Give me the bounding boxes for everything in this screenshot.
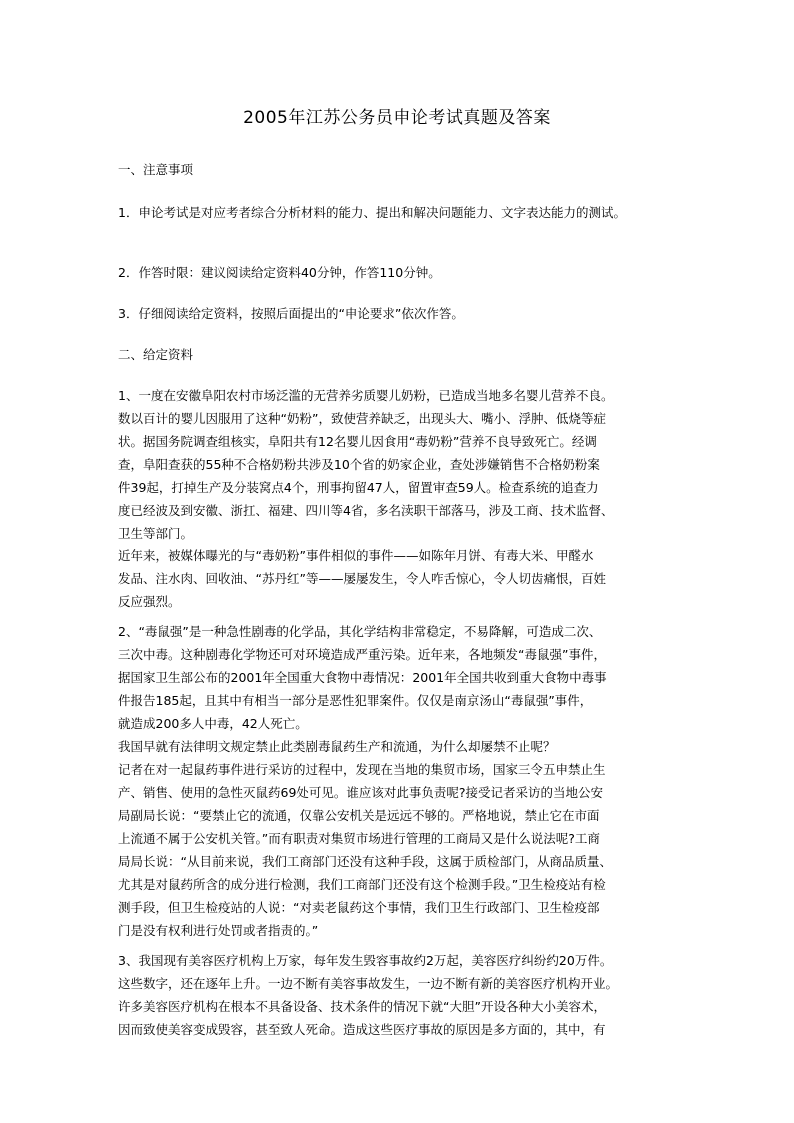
text-line: 件39起，打掉生产及分装窝点4个，刑事拘留47人，留置审查59人。检查系统的追查力: [118, 480, 599, 495]
text-line: 三次中毒。这种剧毒化学物还可对环境造成严重污染。近年来，各地频发“毒鼠强”事件，: [118, 647, 606, 662]
text-line: 1、一度在安徽阜阳农村市场泛滥的无营养劣质婴儿奶粉，已造成当地多名婴儿营养不良。: [118, 388, 614, 403]
text-line: 2．作答时限：建议阅读给定资料40分钟，作答110分钟。: [118, 265, 441, 280]
text-line: 状。据国务院调查组核实，阜阳共有12名婴儿因食用“毒奶粉”营养不良导致死亡。经调: [118, 434, 597, 449]
text-line: 尤其是对鼠药所含的成分进行检测，我们工商部门还没有这个检测手段。”卫生检疫站有检: [118, 877, 606, 892]
text-line: 我国早就有法律明文规定禁止此类剧毒鼠药生产和流通，为什么却屡禁不止呢？: [118, 739, 556, 754]
text-line: 门是没有权利进行处罚或者指责的。”: [118, 923, 319, 938]
text-line: 记者在对一起鼠药事件进行采访的过程中，发现在当地的集贸市场，国家三令五申禁止生: [118, 762, 606, 777]
text-line: 许多美容医疗机构在根本不具备设备、技术条件的情况下就“大胆”开设各种大小美容术，: [118, 999, 606, 1014]
text-line: 查，阜阳查获的55种不合格奶粉共涉及10个省的奶家企业，查处涉嫌销售不合格奶粉案: [118, 457, 600, 472]
text-line: 卫生等部门。: [118, 526, 194, 541]
text-line: 二、给定资料: [118, 347, 194, 362]
text-line: 反应强烈。: [118, 594, 181, 609]
text-line: 产、销售、使用的急性灭鼠药69处可见。谁应该对此事负责呢?接受记者采访的当地公安: [118, 785, 604, 800]
text-line: 测手段，但卫生检疫站的人说：“对卖老鼠药这个事情，我们卫生行政部门、卫生检疫部: [118, 900, 600, 915]
text-line: 局副局长说：“要禁止它的流通，仅靠公安机关是远远不够的。严格地说，禁止它在市面: [118, 808, 600, 823]
text-line: 据国家卫生部公布的2001年全国重大食物中毒情况：2001年全国共收到重大食物中毒事: [118, 670, 607, 685]
text-line: 2、“毒鼠强”是一种急性剧毒的化学品，其化学结构非常稳定，不易降解，可造成二次、: [118, 624, 602, 639]
text-line: 就造成200多人中毒，42人死亡。: [118, 716, 308, 731]
text-line: 1．申论考试是对应考者综合分析材料的能力、提出和解决问题能力、文字表达能力的测试。: [118, 205, 626, 220]
text-line: 3．仔细阅读给定资料，按照后面提出的“申论要求”依次作答。: [118, 306, 464, 321]
text-line: 件报告185起，且其中有相当一部分是恶性犯罪案件。仅仅是南京汤山“毒鼠强”事件，: [118, 693, 593, 708]
text-line: 3、我国现有美容医疗机构上万家，每年发生毁容事故约2万起，美容医疗纠纷约20万件。: [118, 953, 613, 968]
text-line: 度已经波及到安徽、浙扛、福建、四川等4省，多名渎职干部落马，涉及工商、技术监督、: [118, 503, 614, 518]
text-line: 上流通不属于公安机关管。”而有职责对集贸市场进行管理的工商局又是什么说法呢?工商: [118, 831, 600, 846]
text-line: 发品、注水肉、回收油、“苏丹红”等——屡屡发生，令人咋舌惊心，令人切齿痛恨，百姓: [118, 571, 606, 586]
text-line: 一、注意事项: [118, 162, 194, 177]
text-line: 近年来，被媒体曝光的与“毒奶粉”事件相似的事件——如陈年月饼、有毒大米、甲醛水: [118, 548, 594, 563]
document-title: 2005年江苏公务员申论考试真题及答案: [243, 108, 551, 128]
text-line: 因而致使美容变成毁容，甚至致人死命。造成这些医疗事故的原因是多方面的，其中，有: [118, 1022, 606, 1037]
text-line: 数以百计的婴儿因服用了这种“奶粉”，致使营养缺乏，出现头大、嘴小、浮肿、低烧等症: [118, 411, 606, 426]
text-line: 这些数字，还在逐年上升。一边不断有美容事故发生，一边不断有新的美容医疗机构开业。: [118, 976, 619, 991]
text-line: 局局长说：“从目前来说，我们工商部门还没有这种手段，这属于质检部门，从商品质量、: [118, 854, 612, 869]
